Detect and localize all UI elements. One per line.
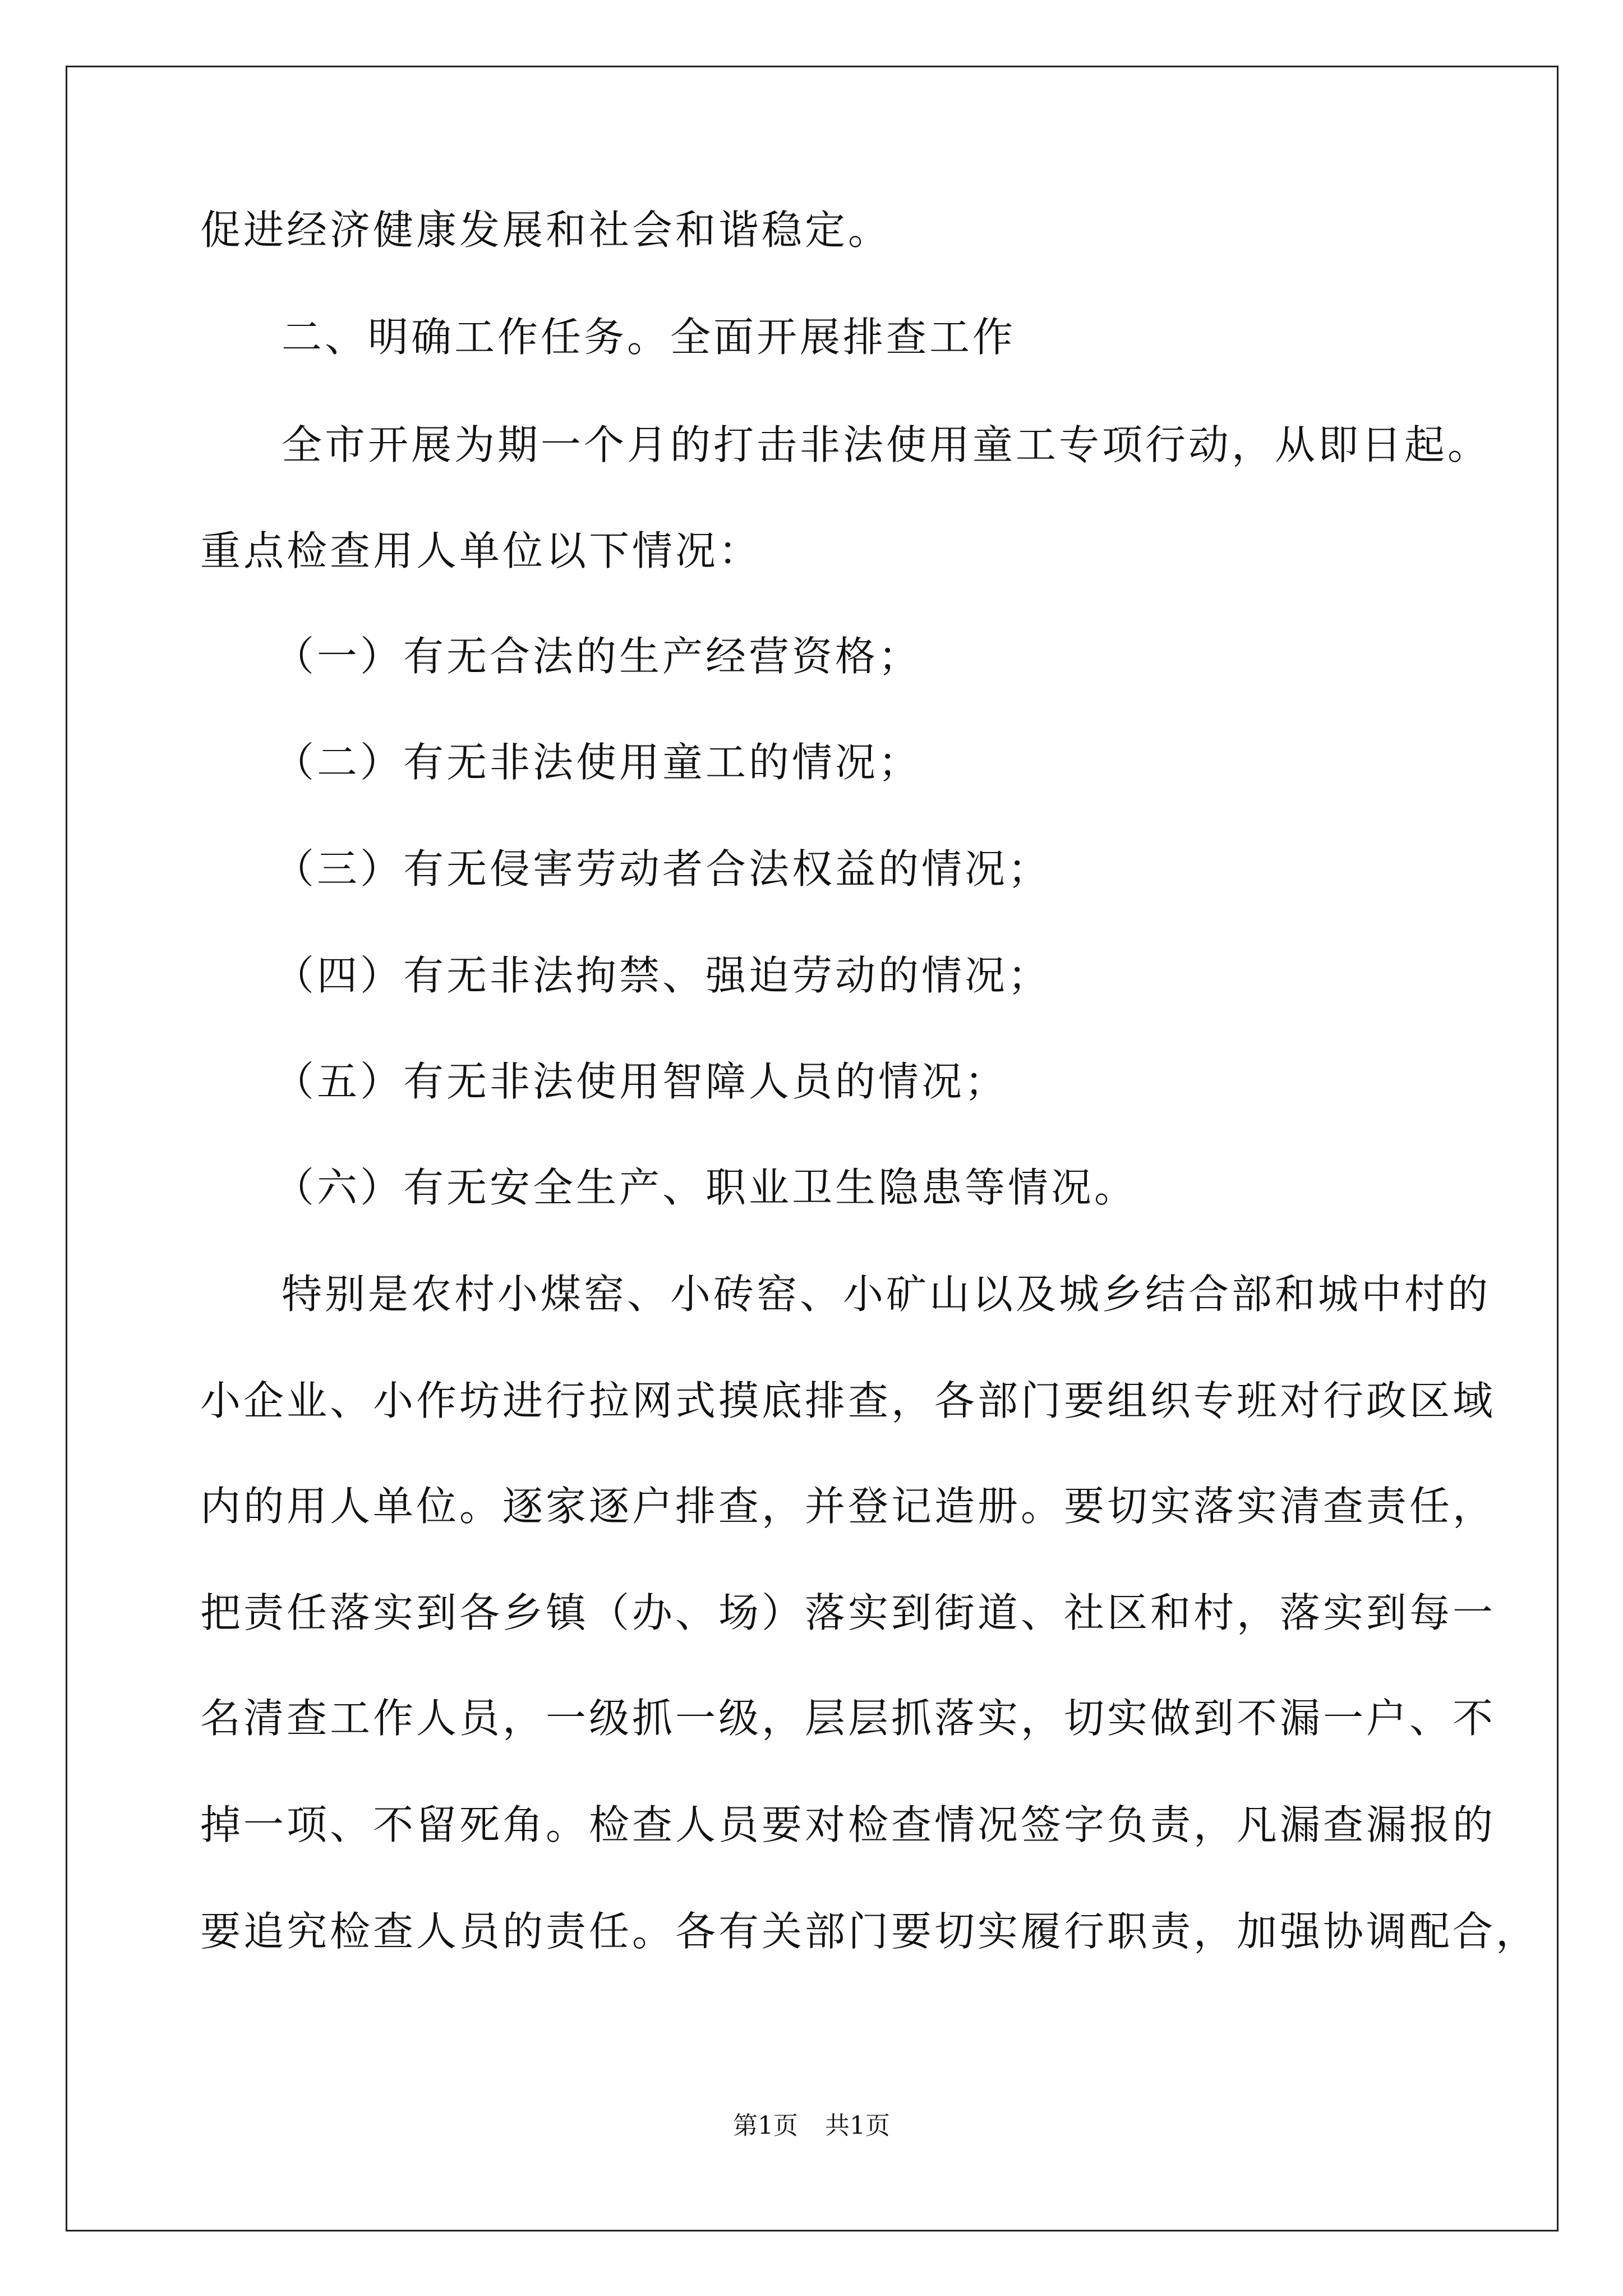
list-item: （四）有无非法拘禁、强迫劳动的情况； [274, 952, 1052, 999]
body-line: 名清查工作人员，一级抓一级，层层抓落实，切实做到不漏一户、不 [200, 1695, 1496, 1742]
body-line: 促进经济健康发展和社会和谐稳定。 [200, 206, 892, 254]
body-line: 要追究检查人员的责任。各有关部门要切实履行职责，加强协调配合， [200, 1908, 1539, 1955]
page-total: 共1页 [825, 2111, 890, 2140]
page-number: 第1页 [733, 2111, 798, 2140]
list-item: （六）有无安全生产、职业卫生隐患等情况。 [274, 1164, 1138, 1211]
section-heading: 二、明确工作任务。全面开展排查工作 [282, 314, 1016, 361]
list-item: （五）有无非法使用智障人员的情况； [274, 1058, 1008, 1105]
body-line: 全市开展为期一个月的打击非法使用童工专项行动，从即日起。 [282, 421, 1491, 468]
body-line: 重点检查用人单位以下情况： [200, 527, 762, 574]
body-line: 特别是农村小煤窑、小砖窑、小矿山以及城乡结合部和城中村的 [282, 1271, 1491, 1318]
body-line: 内的用人单位。逐家逐户排查，并登记造册。要切实落实清查责任， [200, 1483, 1496, 1530]
body-line: 把责任落实到各乡镇（办、场）落实到街道、社区和村，落实到每一 [200, 1589, 1496, 1636]
list-item: （三）有无侵害劳动者合法权益的情况； [274, 845, 1052, 892]
list-item: （二）有无非法使用童工的情况； [274, 739, 922, 786]
body-line: 小企业、小作坊进行拉网式摸底排查，各部门要组织专班对行政区域 [200, 1377, 1496, 1424]
body-line: 掉一项、不留死角。检查人员要对检查情况签字负责，凡漏查漏报的 [200, 1801, 1496, 1848]
page-footer [0, 2109, 1623, 2143]
list-item: （一）有无合法的生产经营资格； [274, 633, 922, 680]
